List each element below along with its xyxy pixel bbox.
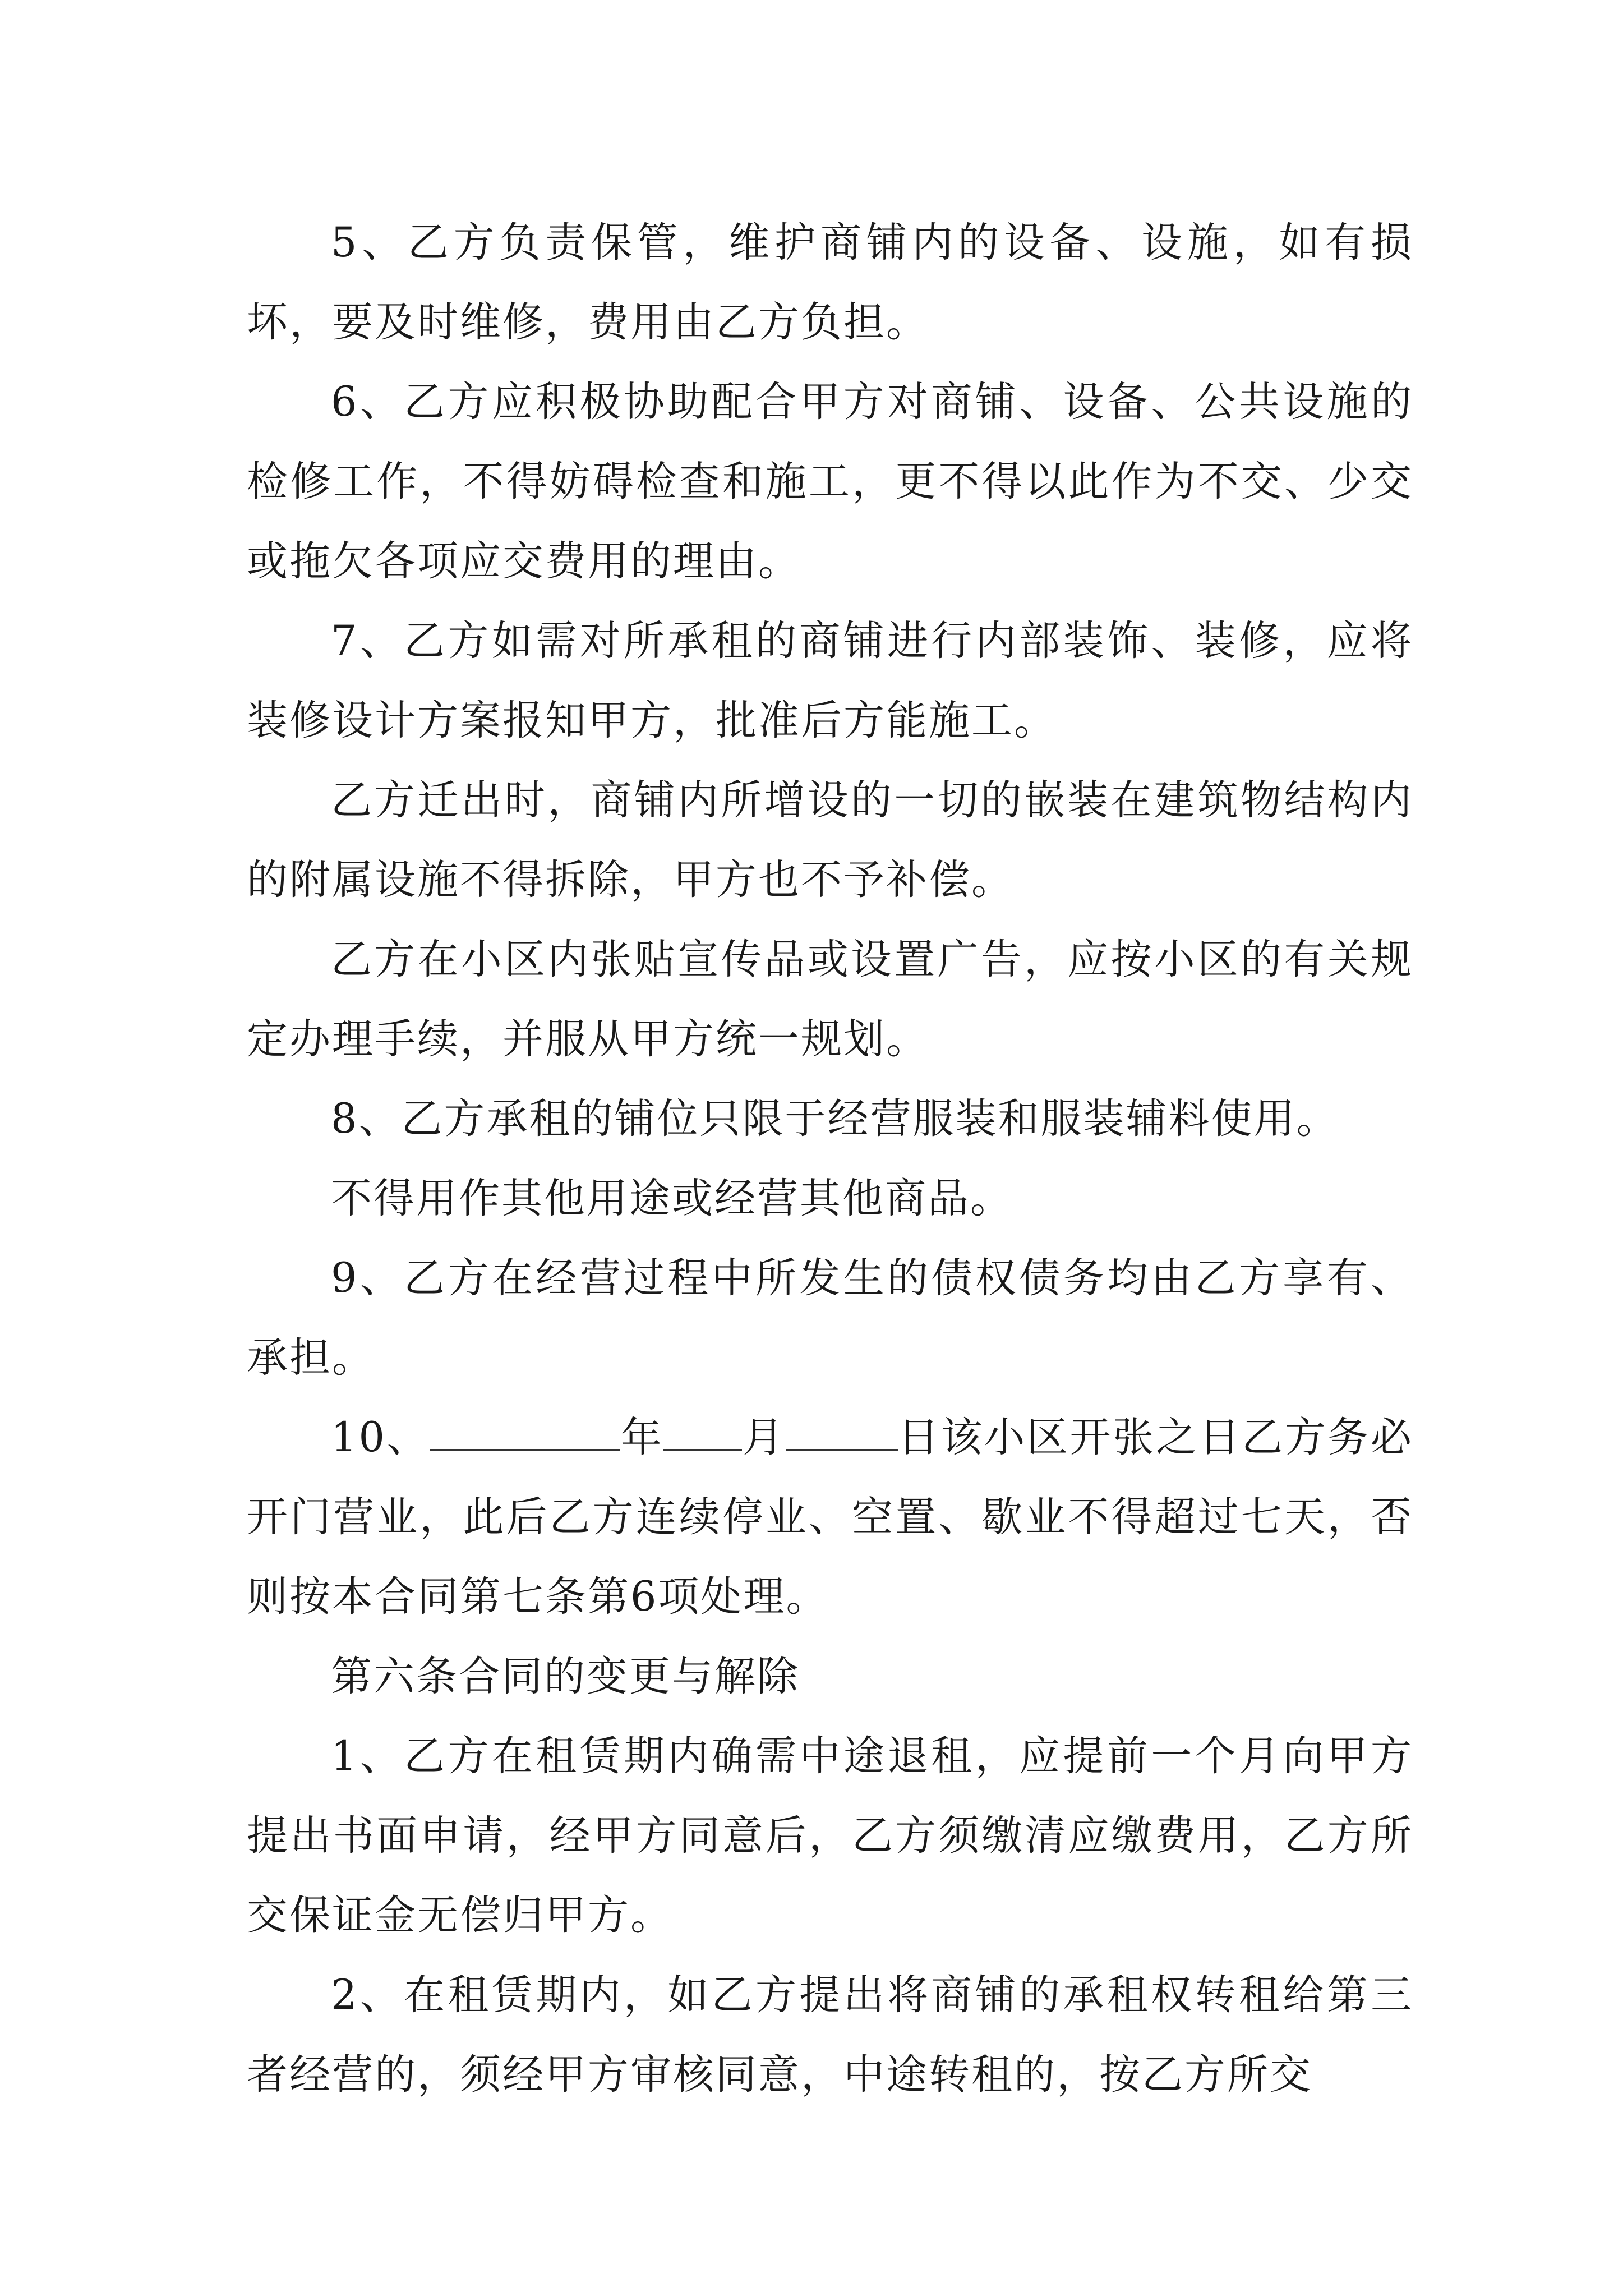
section-paragraph-1: 1、乙方在租赁期内确需中途退租，应提前一个月向甲方提出书面申请，经甲方同意后，乙方须缴清应缴费用，乙方所交保证金无偿归甲方。	[247, 1732, 1413, 1939]
paragraph-10-prefix: 10、	[331, 1414, 430, 1461]
paragraph-7: 7、乙方如需对所承租的商铺进行内部装饰、装修，应将装修设计方案报知甲方，批准后方能施工。	[247, 617, 1413, 744]
day-blank	[786, 1415, 898, 1451]
paragraph-7-advertising: 乙方在小区内张贴宣传品或设置广告，应按小区的有关规定办理手续，并服从甲方统一规划。	[247, 936, 1413, 1063]
month-label: 月	[742, 1414, 786, 1461]
paragraph-8-restriction: 不得用作其他用途或经营其他商品。	[331, 1175, 1013, 1222]
document-body	[247, 203, 1413, 2115]
paragraph-7-moveout: 乙方迁出时，商铺内所增设的一切的嵌装在建筑物结构内的附属设施不得拆除，甲方也不予补偿。	[247, 776, 1413, 904]
paragraph-5: 5、乙方负责保管，维护商铺内的设备、设施，如有损坏，要及时维修，费用由乙方负担。	[247, 219, 1413, 346]
year-blank	[430, 1415, 620, 1451]
paragraph-8: 8、乙方承租的铺位只限于经营服装和服装辅料使用。	[331, 1095, 1339, 1143]
paragraph-10-text: 日该小区开张之日乙方务必开门营业，此后乙方连续停业、空置、歇业不得超过七天，否则按本合同第七条第6项处理。	[247, 1414, 1413, 1621]
paragraph-9: 9、乙方在经营过程中所发生的债权债务均由乙方享有、承担。	[247, 1254, 1413, 1382]
year-label: 年	[620, 1414, 664, 1461]
month-blank	[663, 1415, 742, 1451]
paragraph-6: 6、乙方应积极协助配合甲方对商铺、设备、公共设施的检修工作，不得妨碍检查和施工，更不得以此作为不交、少交或拖欠各项应交费用的理由。	[247, 378, 1413, 585]
section-paragraph-2: 2、在租赁期内，如乙方提出将商铺的承租权转租给第三者经营的，须经甲方审核同意，中途转租的，按乙方所交	[247, 1971, 1413, 2099]
paragraph-10	[247, 1398, 1413, 1637]
section-heading: 第六条合同的变更与解除	[331, 1653, 800, 1700]
